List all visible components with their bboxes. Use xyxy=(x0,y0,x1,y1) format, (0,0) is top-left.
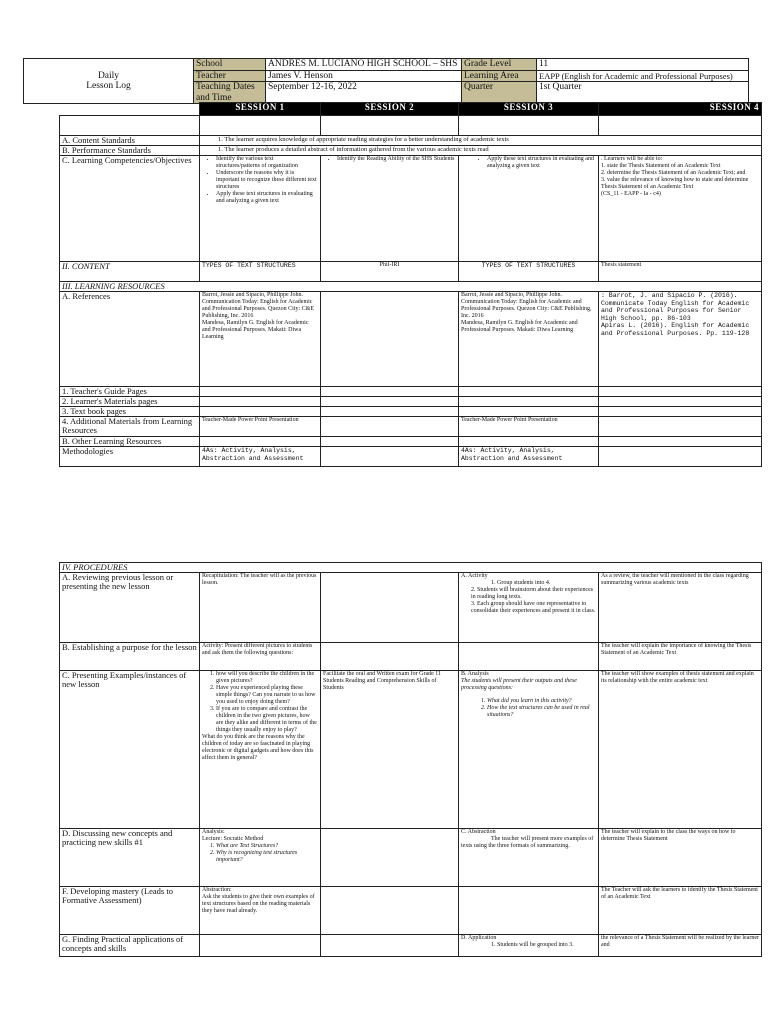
competencies-session-4: . Learners will be able to: 1. state the Thesis Statement of an Academic Text 2. determine the Thesis Statement of an Academic Text; and 3. value the relevance of knowing how to state and determine Thesis Statement of an Academic Text (CS_11 - EAPP - Ia - c4) xyxy=(599,156,762,262)
competency-item: • Identify the various text structures/patterns of organization xyxy=(216,156,318,170)
competency-item: • Underscore the reasons why it is important to recognize these different text structures xyxy=(216,170,318,191)
quarter-value: 1st Quarter xyxy=(537,82,749,104)
session-3-header: SESSION 3 xyxy=(459,103,599,116)
additional-materials-session-3: Teacher-Made Power Point Presentation xyxy=(459,417,599,437)
reviewing-session-4: As a review, the teacher will mentioned in the class regarding summarizing various academic texts xyxy=(599,573,762,643)
abstraction-instruction: Ask the students to give their own examples of text structures based on the reading materials they have read already. xyxy=(202,894,315,914)
activity-step: 1. Group students into 4. xyxy=(491,580,551,586)
abstraction-title: C. Abstraction xyxy=(461,829,496,835)
application-title: D. Application xyxy=(461,935,497,941)
competencies-label: C. Learning Competencies/Objectives xyxy=(60,156,200,262)
content-session-3: TYPES OF TEXT STRUCTURES xyxy=(459,262,599,282)
learners-materials-label: 2. Learner's Materials pages xyxy=(60,397,200,407)
competency-item: • Apply these text structures in evaluating and analyzing a given text xyxy=(216,191,318,205)
other-resources-label: B. Other Learning Resources xyxy=(60,437,200,447)
competencies-session-3 xyxy=(459,156,599,262)
additional-materials-session-1: Teacher-Made Power Point Presentation xyxy=(200,417,321,437)
developing-mastery-label: F. Developing mastery (Leads to Formative Assessment) xyxy=(60,887,200,935)
presenting-examples-session-2: Facilitate the oral and Written exam for Grade 11 Students Reading and Comprehension Skills of Students xyxy=(321,671,459,829)
teaching-dates-value: September 12-16, 2022 xyxy=(266,82,462,104)
practical-applications-session-3 xyxy=(459,935,599,957)
lecture-question: 2. Why is recognizing text structures important? xyxy=(216,850,318,864)
question-item: 1. how will you describe the children in the given pictures? xyxy=(216,671,318,685)
analysis-heading: Analysis: xyxy=(202,829,225,835)
teaching-dates-label: Teaching Dates and Time xyxy=(194,82,266,104)
additional-materials-label: 4. Additional Materials from Learning Resources xyxy=(60,417,200,437)
discussing-concepts-label: D. Discussing new concepts and practicing new skills #1 xyxy=(60,829,200,887)
processing-question: 2. How the text structures can be used in real situations? xyxy=(487,705,596,719)
content-label: II. CONTENT xyxy=(60,262,200,282)
content-standards-text: 1. The learner acquires knowledge of appropriate reading strategies for a better understanding of academic texts xyxy=(200,136,762,146)
methodologies-session-3: 4As: Activity, Analysis, Abstraction and Assessment xyxy=(459,447,599,467)
abstraction-heading: Abstraction: xyxy=(202,887,232,893)
content-standards-label: A. Content Standards xyxy=(60,136,200,146)
reviewing-session-1: Recapitulation: The teacher will as the previous lesson. xyxy=(200,573,321,643)
content-session-1: TYPES OF TEXT STRUCTURES xyxy=(200,262,321,282)
discussing-concepts-session-3 xyxy=(459,829,599,887)
competency-item: • Identify the Reading Ability of the SHS Students xyxy=(337,156,456,163)
lecture-method: Lecture: Socratic Method xyxy=(202,836,264,842)
daily-lesson-log-title: Daily Lesson Log xyxy=(24,59,194,104)
competencies-session-1 xyxy=(200,156,321,262)
school-label: School xyxy=(194,59,266,71)
content-session-2: Phil-IRI xyxy=(321,262,459,282)
learning-area-label: Learning Area xyxy=(462,70,537,82)
analysis-text: The students will present their outputs and these processing questions: xyxy=(461,678,577,691)
practical-applications-session-4: the relevance of a Thesis Statement will be realized by the learner and xyxy=(599,935,762,957)
developing-mastery-session-1 xyxy=(200,887,321,935)
teachers-guide-label: 1. Teacher's Guide Pages xyxy=(60,387,200,397)
session-2-header: SESSION 2 xyxy=(321,103,459,116)
school-value: ANDRES M. LUCIANO HIGH SCHOOL – SHS xyxy=(266,59,462,71)
grade-level-value: 11 xyxy=(537,59,749,71)
practical-applications-label: G. Finding Practical applications of concepts and skills xyxy=(60,935,200,957)
presenting-examples-session-3 xyxy=(459,671,599,829)
quarter-label: Quarter xyxy=(462,82,537,104)
developing-mastery-session-4: The Teacher will ask the learners to identify the Thesis Statement of an Academic Text xyxy=(599,887,762,935)
methodologies-label: Methodologies xyxy=(60,447,200,467)
performance-standards-text: 1. The learner produces a detailed abstract of information gathered from the various academic texts read xyxy=(200,146,762,156)
header-table xyxy=(23,58,749,104)
question-tail: What do you think are the reasons why the children of today are so fascinated in playing electronic or digital gadgets and how does this affect them in general? xyxy=(202,734,314,761)
session-4-header: SESSION 4 xyxy=(599,103,762,116)
analysis-title: B. Analysis xyxy=(461,671,489,677)
performance-standards-label: B. Performance Standards xyxy=(60,146,200,156)
text-book-label: 3. Text book pages xyxy=(60,407,200,417)
reviewing-session-3 xyxy=(459,573,599,643)
procedures-label: IV. PROCEDURES xyxy=(60,563,762,573)
activity-step: 3. Each group should have one representative to consolidate their experiences and present it in class. xyxy=(471,601,596,614)
content-session-4: Thesis statement xyxy=(599,262,762,282)
objectives-table xyxy=(59,102,762,467)
purpose-session-4: The teacher will explain the importance of knowing the Thesis Statement of an Academic Text xyxy=(599,643,762,671)
presenting-examples-session-4: The teacher will show examples of thesis statement and explain its relationship with the entire academic text xyxy=(599,671,762,829)
references-session-1: Barrot, Jessie and Sipacio, Phillippe John. Communication Today: English for Academic and Professional Purposes. Quezon City: C&E Publishing, Inc. 2016 Mandesa, Ramilyn G. English for Academic and Professional Purposes. Makati: Diwa Learning xyxy=(200,292,321,387)
learning-area-value: EAPP (English for Academic and Professional Purposes) xyxy=(537,70,749,82)
learning-resources-label: III. LEARNING RESOURCES xyxy=(60,282,762,292)
procedures-table xyxy=(59,562,762,957)
teacher-label: Teacher xyxy=(194,70,266,82)
references-session-4: : Barrot, J. and Sipacio P. (2016). Communicate Today English for Academic and Professional Purposes for Senior High School, pp. 86-103 Apiras L. (2016). English for Academic and Professional Purposes. Pp. 119-128 xyxy=(599,292,762,387)
discussing-concepts-session-1 xyxy=(200,829,321,887)
processing-question: 1. What did you learn in this activity? xyxy=(487,698,596,705)
references-label: A. References xyxy=(60,292,200,387)
abstraction-text: The teacher will present more examples of texts using the three formats of summarizing. xyxy=(461,836,594,849)
lecture-question: 1. What are Text Structures? xyxy=(216,843,318,850)
application-step: 1. Students will be grouped into 3. xyxy=(491,942,574,948)
activity-step: 2. Students will brainstorm about their experiences in reading long texts. xyxy=(471,587,594,600)
question-item: 2. Have you experienced playing these simple things? Can you narrate to us how you used to enjoy doing them? xyxy=(216,685,318,706)
competencies-session-2 xyxy=(321,156,459,262)
question-item: 3. If you are to compare and contrast the children in the two given pictures, how are they alike and different in terms of the things they usually enjoy to play? xyxy=(216,706,318,734)
reviewing-label: A. Reviewing previous lesson or presenting the new lesson xyxy=(60,573,200,643)
discussing-concepts-session-4: The teacher will explain to the class the ways on how to determine Thesis Statement xyxy=(599,829,762,887)
teacher-value: James V. Henson xyxy=(266,70,462,82)
purpose-label: B. Establishing a purpose for the lesson xyxy=(60,643,200,671)
grade-level-label: Grade Level xyxy=(462,59,537,71)
session-1-header: SESSION 1 xyxy=(200,103,321,116)
activity-title: A. Activity xyxy=(461,573,488,579)
presenting-examples-label: C. Presenting Examples/instances of new lesson xyxy=(60,671,200,829)
presenting-examples-session-1 xyxy=(200,671,321,829)
references-session-3: Barrot, Jessie and Sipacio, Phillippe John. Communication Today: English for Academic and Professional Purposes. Quezon City: C&E Publishing, Inc. 2016 Mandesa, Ramilyn G. English for Academic and Professional Purposes. Makati: Diwa Learning xyxy=(459,292,599,387)
purpose-session-1: Activity: Present different pictures to students and ask them the following questions: xyxy=(200,643,321,671)
methodologies-session-1: 4As: Activity, Analysis, Abstraction and Assessment xyxy=(200,447,321,467)
competency-item: • Apply these text structures in evaluating and analyzing a given text xyxy=(487,156,596,170)
